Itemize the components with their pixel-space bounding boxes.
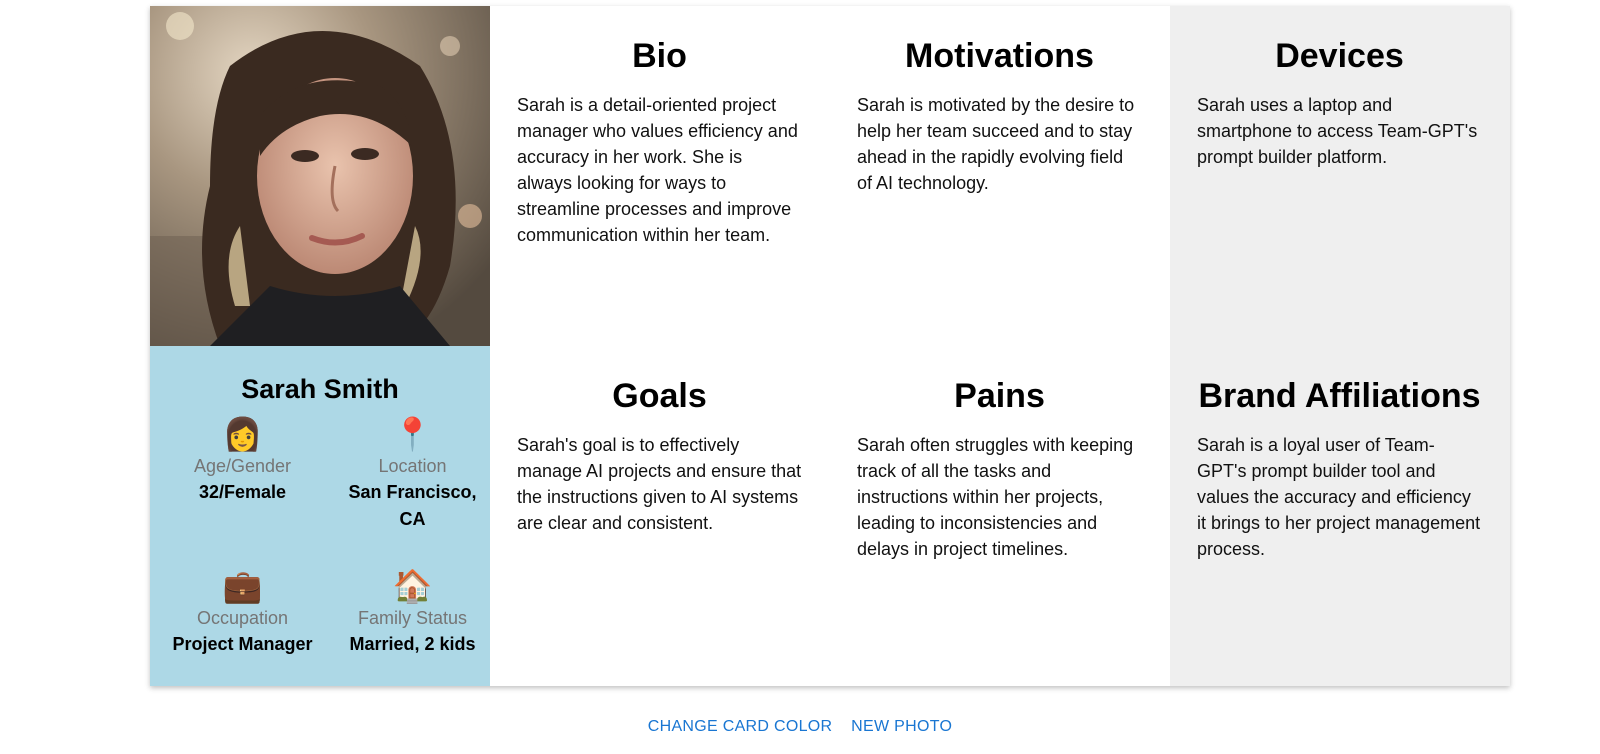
persona-photo-illustration [150,6,490,346]
motivations-title: Motivations [905,37,1094,75]
fact-location [335,415,490,567]
pin-icon: 📍 [392,416,433,452]
brand-affiliations-section [1170,346,1510,686]
motivations-section [830,6,1170,346]
goals-section [490,346,830,686]
goals-text: Sarah's goal is to effectively manage AI projects and ensure that the instructions given to AI systems are clear and consistent. [517,435,802,533]
new-photo-button[interactable]: NEW PHOTO [851,718,953,735]
pains-text: Sarah often struggles with keeping track of all the tasks and instructions within her projects, leading to inconsistencies and delays in project timelines. [857,435,1134,559]
persona-facts [150,415,490,667]
bio-title: Bio [632,37,687,75]
motivations-text: Sarah is motivated by the desire to help her team succeed and to stay ahead in the rapidly evolving field of AI technology. [857,95,1135,193]
card-actions [0,718,1600,736]
devices-title: Devices [1275,37,1404,75]
house-icon: 🏠 [392,568,433,604]
woman-icon: 👩 [222,416,263,452]
devices-section [1170,6,1510,346]
pains-section [830,346,1170,686]
persona-card [150,6,1510,686]
persona-photo [150,6,490,346]
fact-value: San Francisco, CA [348,482,477,529]
devices-text: Sarah uses a laptop and smartphone to access Team-GPT's prompt builder platform. [1197,95,1478,167]
fact-occupation [150,567,335,667]
fact-label: Location [378,456,447,476]
fact-value: Project Manager [172,634,313,654]
identity-panel [150,346,490,686]
brand-affiliations-text: Sarah is a loyal user of Team-GPT's prompt builder tool and values the accuracy and efficiency it brings to her project management process. [1197,435,1481,559]
fact-value: 32/Female [198,482,287,502]
briefcase-icon: 💼 [222,568,263,604]
fact-value: Married, 2 kids [349,634,476,654]
pains-title: Pains [954,377,1045,415]
goals-title: Goals [612,377,707,415]
fact-label: Family Status [357,608,468,628]
brand-affiliations-title: Brand Affiliations [1198,377,1481,415]
fact-label: Occupation [196,608,289,628]
bio-text: Sarah is a detail-oriented project manager who values efficiency and accuracy in her work. She is always looking for ways to streamline processes and improve communication within her team. [517,95,798,245]
bio-section [490,6,830,346]
fact-label: Age/Gender [193,456,292,476]
change-card-color-button[interactable]: CHANGE CARD COLOR [647,718,833,735]
persona-name: Sarah Smith [241,374,399,404]
fact-age-gender [150,415,335,567]
fact-family-status [335,567,490,667]
